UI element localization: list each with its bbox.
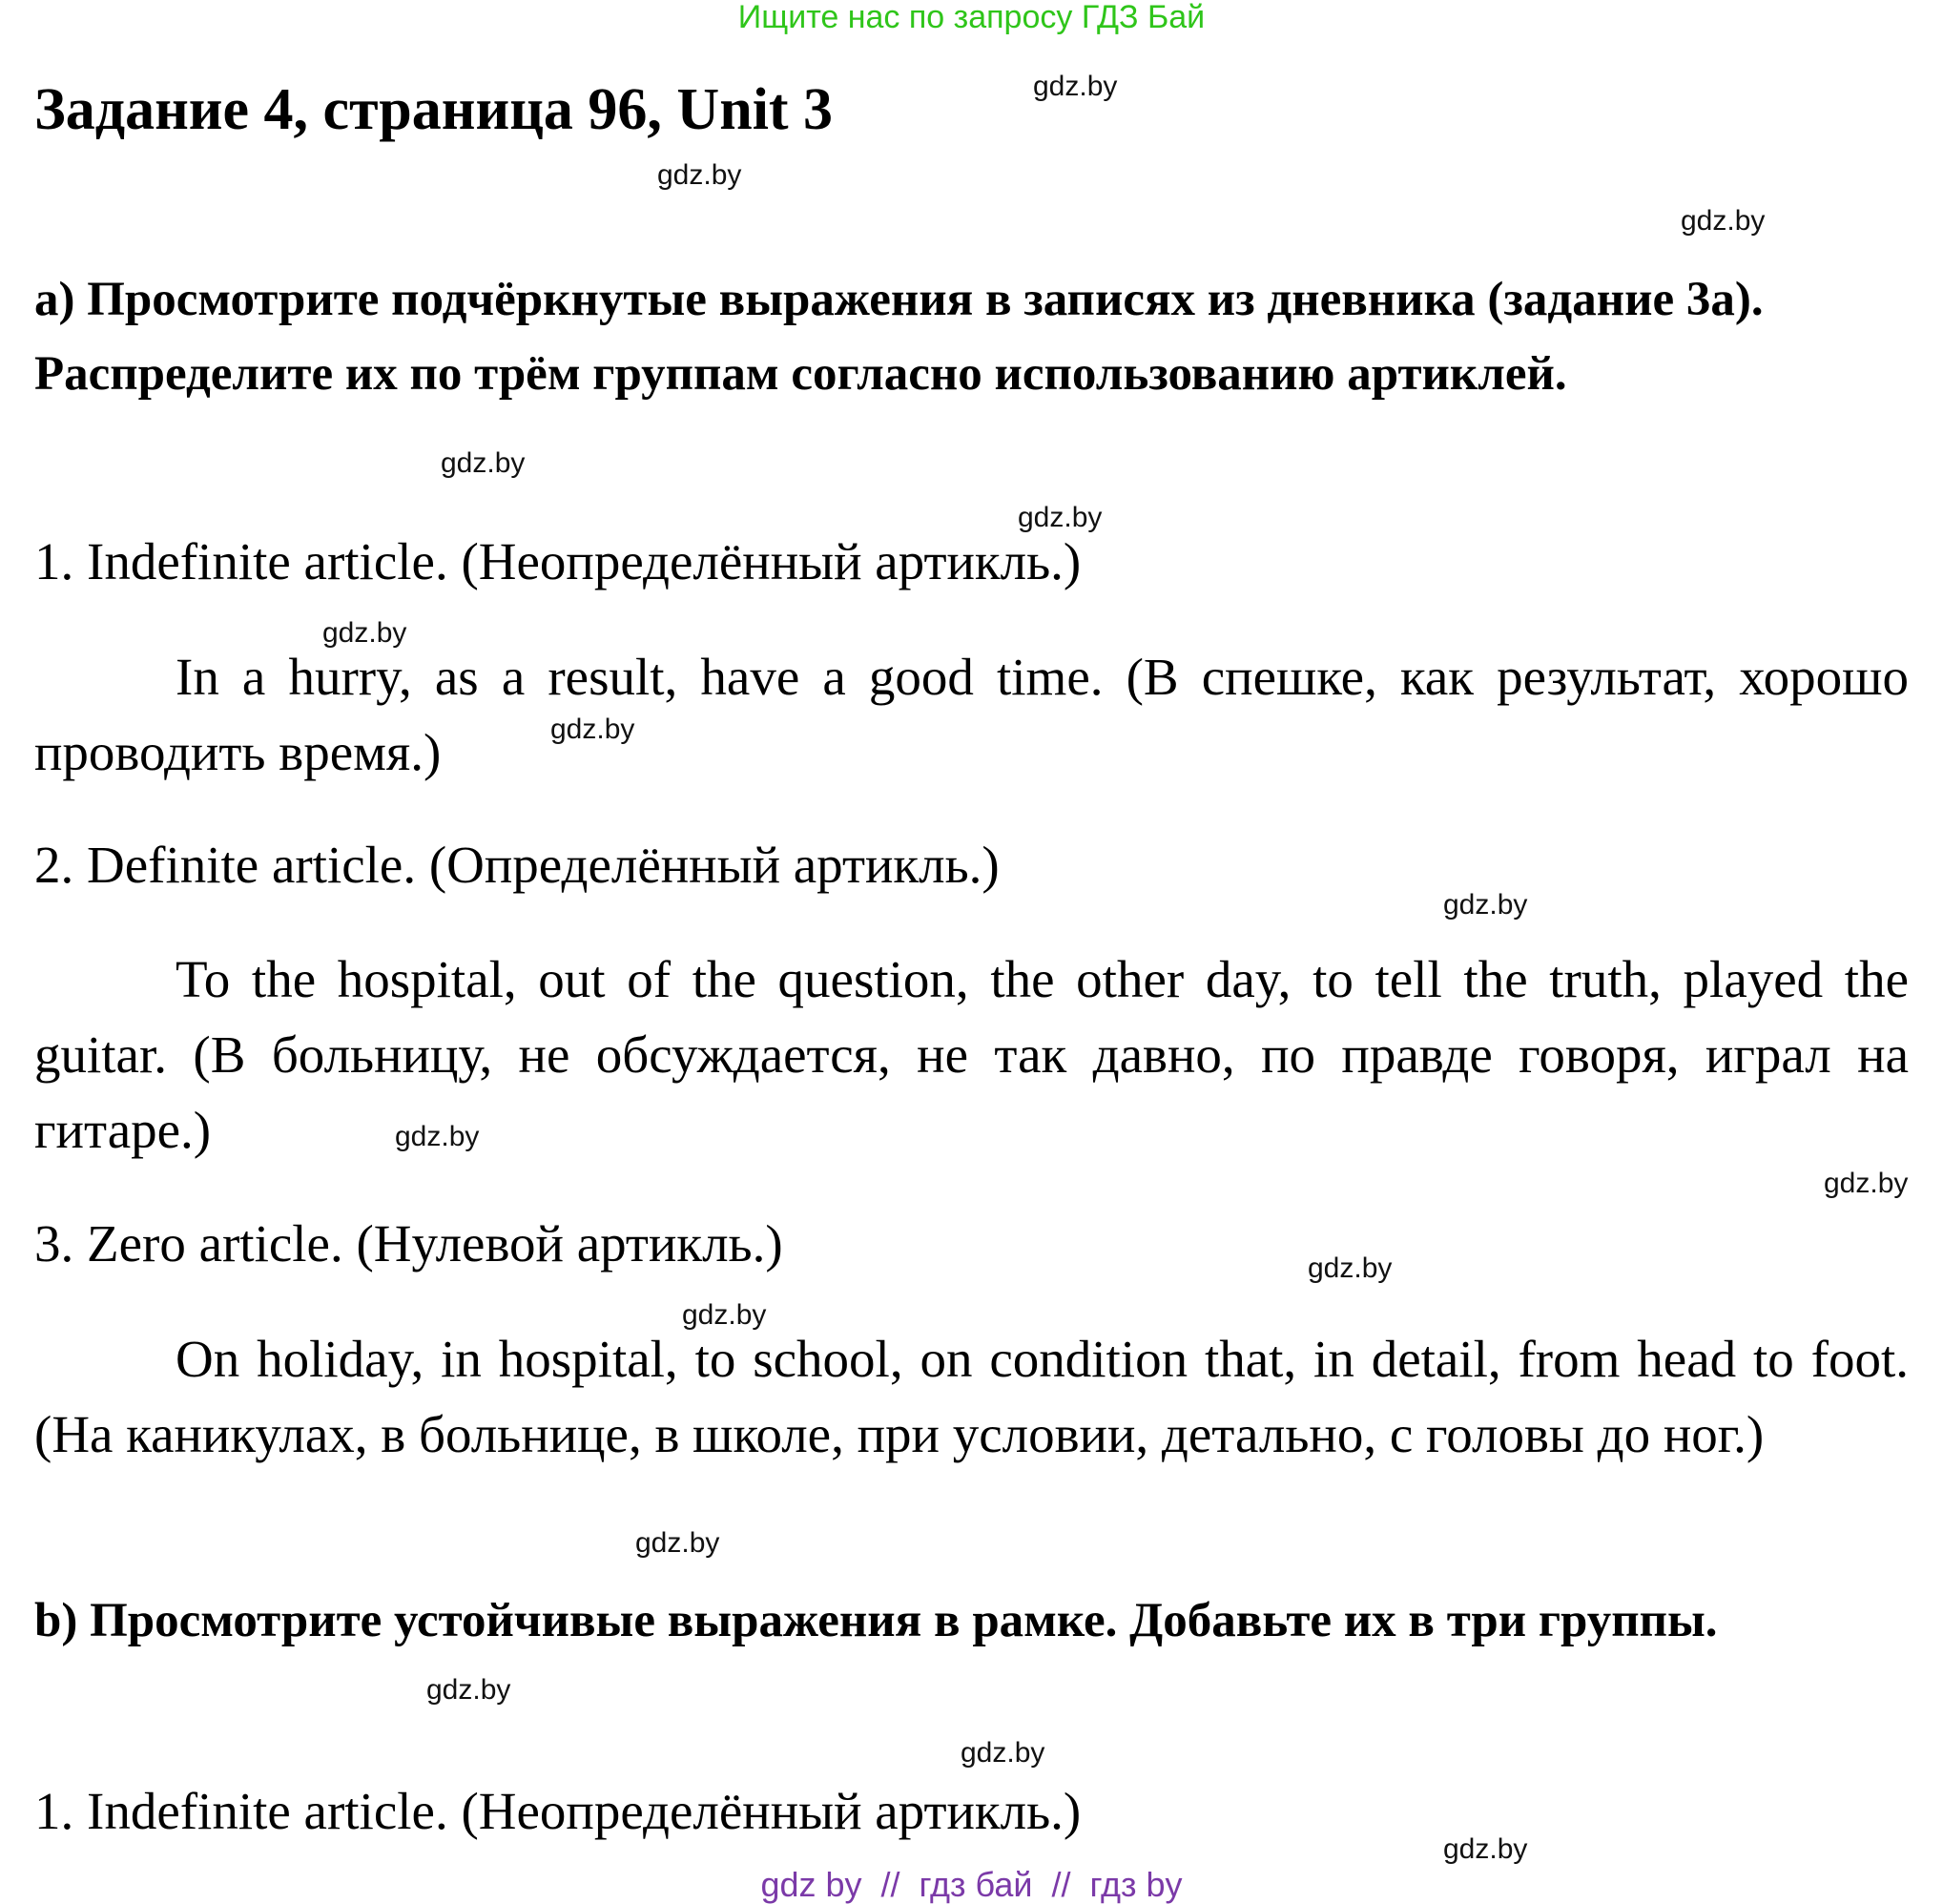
watermark: gdz.by [426,1674,511,1706]
watermark: gdz.by [322,617,407,649]
part-a-group-1-text: In a hurry, as a result, have a good time. (В спешке, как результат, хорошо проводить время.) [34,648,1909,781]
page-title: Задание 4, страница 96, Unit 3 [34,77,834,142]
footer-links: gdz by // гдз бай // гдз by [760,1865,1183,1904]
part-b-instruction: b) Просмотрите устойчивые выражения в рамке. Добавьте их в три группы. [34,1594,1718,1647]
part-a-group-3-text: On holiday, in hospital, to school, on condition that, in detail, from head to foot. (На каникулах, в больнице, в школе, при условии, детально, с головы до ног.) [34,1330,1909,1463]
watermark: gdz.by [635,1527,720,1559]
part-a-instruction: a) Просмотрите подчёркнутые выражения в записях из дневника (задание 3а). Распределите их по трём группам согласно использованию артиклей. [34,273,1764,401]
watermark: gdz.by [1308,1252,1393,1284]
part-a-group-1-heading: 1. Indefinite article. (Неопределённый артикль.) [34,532,1082,590]
part-a-group-2-text: To the hospital, out of the question, the other day, to tell the truth, played the guitar. (В больницу, не обсуждается, не так давно, по правде говоря, играл на гитаре.) [34,950,1909,1159]
part-a-group-3-heading: 3. Zero article. (Нулевой артикль.) [34,1214,783,1273]
watermark: gdz.by [1033,71,1118,102]
watermark: gdz.by [1443,1833,1528,1865]
part-b-group-1-heading: 1. Indefinite article. (Неопределённый артикль.) [34,1782,1082,1840]
watermark: gdz.by [395,1121,480,1152]
watermark: gdz.by [657,159,742,191]
watermark: gdz.by [1681,205,1766,237]
watermark: gdz.by [682,1299,767,1331]
watermark: gdz.by [441,447,526,479]
watermark: gdz.by [961,1737,1045,1769]
watermark: gdz.by [550,714,635,745]
watermark: gdz.by [1018,502,1103,533]
part-a-group-2-heading: 2. Definite article. (Определённый артикль.) [34,836,1000,894]
watermark: gdz.by [1443,889,1528,921]
watermark: gdz.by [1824,1168,1909,1199]
top-banner: Ищите нас по запросу ГДЗ Бай [737,0,1206,35]
